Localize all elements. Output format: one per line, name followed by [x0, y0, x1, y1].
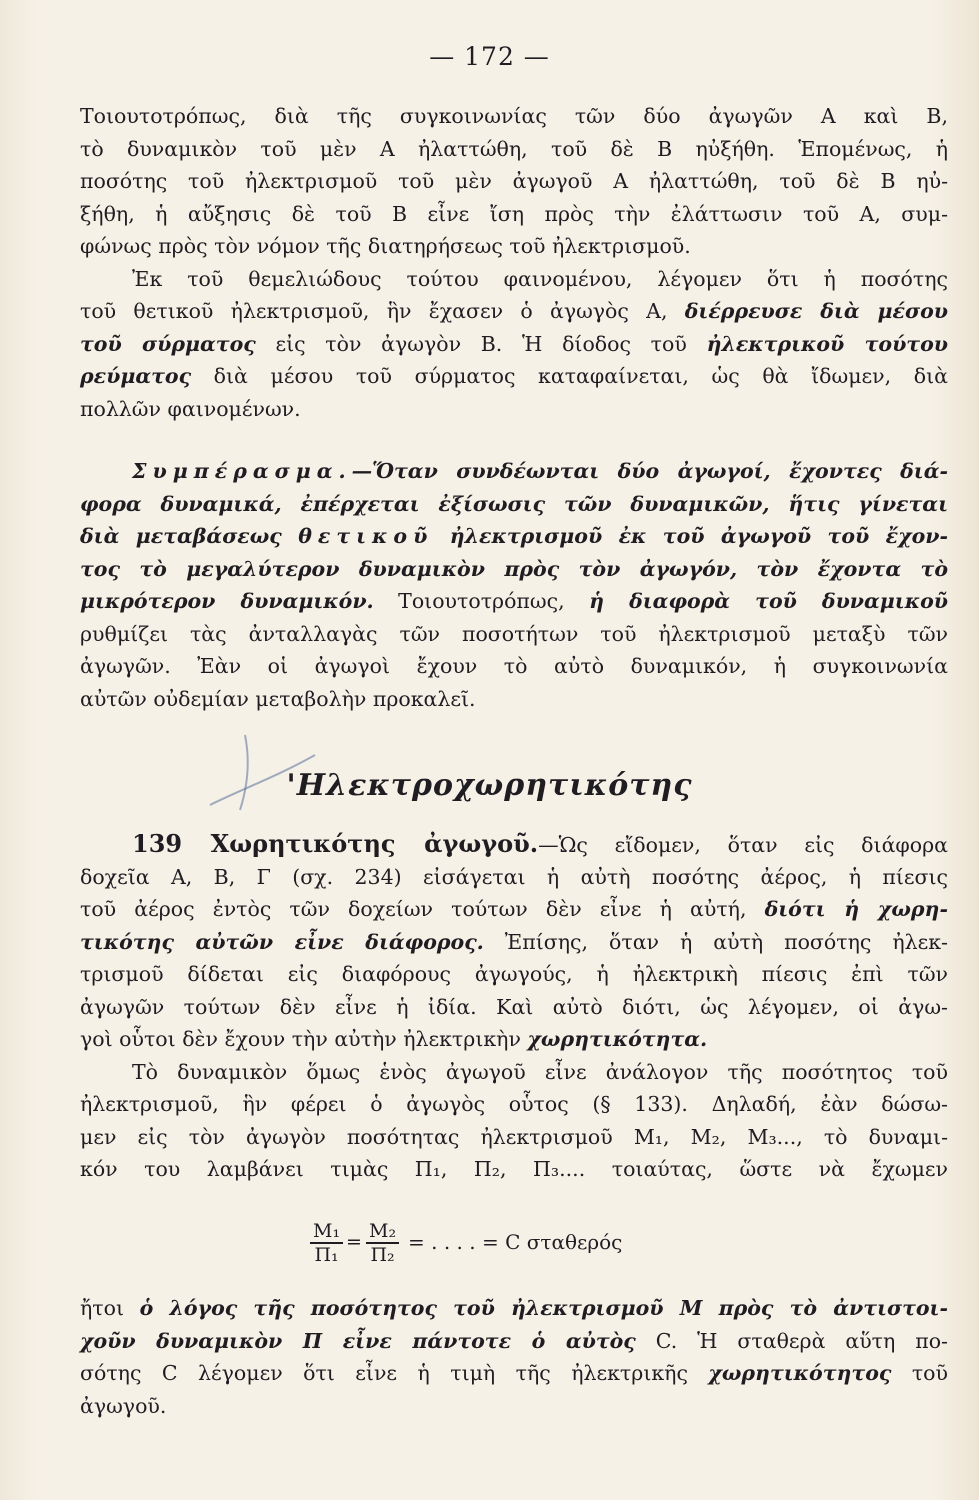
text-line: ἠλεκτρισμοῦ, ἣν φέρει ὁ ἀγωγὸς οὗτος (§ 133). Δηλαδή, ἐὰν δώσω-	[80, 1092, 948, 1116]
emphasis: ἠλεκτρικοῦ τούτου	[706, 331, 948, 356]
text-line: γοὶ οὗτοι δὲν ἔχουν τὴν αὐτὴν ἠλεκτρικὴν χωρητικότητα.	[80, 1027, 708, 1051]
text-line: πολλῶν φαινομένων.	[80, 396, 301, 421]
text-line: Τὸ δυναμικὸν ὅμως ἑνὸς ἀγωγοῦ εἶνε ἀνάλογον τῆς ποσότητος τοῦ	[132, 1059, 948, 1084]
text-line: ρυθμίζει τὰς ἀνταλλαγὰς τῶν ποσοτήτων τοῦ ἠλεκτρισμοῦ μεταξὺ τῶν	[80, 621, 948, 646]
text-line: ἀγωγῶν τούτων δὲν εἶνε ἡ ἰδία. Καὶ αὐτὸ διότι, ὡς λέγομεν, οἱ ἀγω-	[80, 994, 948, 1019]
text-line: τὸ δυναμικὸν τοῦ μὲν Α ἠλαττώθη, τοῦ δὲ Β ηὐξήθη. Ἑπομένως, ἡ	[80, 136, 948, 161]
emphasis: διέρρευσε διὰ μέσου	[684, 299, 948, 323]
emphasis: ρεύματος	[80, 364, 192, 388]
text-line: τος τὸ μεγαλύτερον δυναμικὸν πρὸς τὸν ἀγωγόν, τὸν ἔχοντα τὸ	[80, 556, 948, 581]
text-line: ξήθη, ἡ αὔξησις δὲ τοῦ Β εἶνε ἴση πρὸς τὴν ἐλάττωσιν τοῦ Α, συμ-	[80, 201, 948, 226]
text-line: τοῦ ἀέρος ἐντὸς τῶν δοχείων τούτων δὲν εἶνε ἡ αὐτή, διότι ἡ χωρη-	[80, 897, 948, 921]
text-line: Συμπέρασμα.—Ὅταν συνδέωνται δύο ἀγωγοί, ἔχοντες διά-	[132, 459, 948, 483]
text-line: κόν του λαμβάνει τιμὰς Π₁, Π₂, Π₃.... τοιαύτας, ὥστε νὰ ἔχωμεν	[80, 1157, 948, 1181]
section-heading: 'Ηλεκτροχωρητικότης	[286, 768, 693, 803]
page-number: — 172 —	[429, 42, 550, 71]
text-line: Ἐκ τοῦ θεμελιώδους τούτου φαινομένου, λέγομεν ὅτι ἡ ποσότης	[132, 266, 948, 291]
body-text	[80, 100, 948, 425]
text-line: ποσότης τοῦ ἠλεκτρισμοῦ τοῦ μὲν ἀγωγοῦ Α ἠλαττώθη, τοῦ δὲ Β ηὐ-	[80, 169, 948, 193]
text-line: διὰ μεταβάσεως θετικοῦ ἠλεκτρισμοῦ ἐκ τοῦ ἀγωγοῦ τοῦ ἔχον-	[80, 524, 948, 548]
equals-sign: =	[346, 1231, 362, 1253]
text-line: χοῦν δυναμικὸν Π εἶνε πάντοτε ὁ αὐτὸς C. Ἡ σταθερὰ αὕτη πο-	[80, 1328, 948, 1353]
text-line: τικότης αὐτῶν εἶνε διάφορος. Ἐπίσης, ὅταν ἡ αὐτὴ ποσότης ἠλεκ-	[80, 929, 948, 954]
section-title: 139 Χωρητικότης ἀγωγοῦ.	[132, 829, 539, 858]
text-line: μικρότερον δυναμικόν. Τοιουτοτρόπως, ἡ διαφορὰ τοῦ δυναμικοῦ	[80, 589, 948, 613]
formula	[310, 1218, 730, 1270]
text-line: ἤτοι ὁ λόγος τῆς ποσότητος τοῦ ἠλεκτρισμοῦ Μ πρὸς τὸ ἀντιστοι-	[80, 1296, 948, 1320]
text-line: σότης C λέγομεν ὅτι εἶνε ἡ τιμὴ τῆς ἠλεκτρικῆς χωρητικότητος τοῦ	[80, 1361, 948, 1385]
text-line: τοῦ σύρματος εἰς τὸν ἀγωγὸν Β. Ἡ δίοδος τοῦ ἠλεκτρικοῦ τούτου	[80, 331, 948, 356]
text-line: ἀγωγῶν. Ἐὰν οἱ ἀγωγοὶ ἔχουν τὸ αὐτὸ δυναμικόν, ἡ συγκοινωνία	[80, 654, 948, 678]
conclusion-ratio	[80, 1292, 948, 1422]
text-line: ἀγωγοῦ.	[80, 1393, 167, 1418]
text-line: φορα δυναμικά, ἐπέρχεται ἐξίσωσις τῶν δυναμικῶν, ἥτις γίνεται	[80, 491, 948, 516]
text-line: τρισμοῦ δίδεται εἰς διαφόρους ἀγωγούς, ἡ ἠλεκτρικὴ πίεσις ἐπὶ τῶν	[80, 962, 948, 986]
text-line: τοῦ θετικοῦ ἠλεκτρισμοῦ, ἣν ἔχασεν ὁ ἀγωγὸς Α, διέρρευσε διὰ μέσου	[80, 299, 948, 323]
text-line: μεν εἰς τὸν ἀγωγὸν ποσότητας ἠλεκτρισμοῦ Μ₁, Μ₂, Μ₃..., τὸ δυναμι-	[80, 1124, 948, 1149]
fraction: $\frac{\text{Μ₂}}{\text{Π₂}}$	[366, 1220, 399, 1266]
emphasis: τοῦ σύρματος	[80, 331, 256, 356]
conclusion-paragraph	[80, 455, 948, 715]
text-line: ρεύματος διὰ μέσου τοῦ σύρματος καταφαίνεται, ὡς θὰ ἴδωμεν, διὰ	[80, 364, 948, 388]
text-line: 139 Χωρητικότης ἀγωγοῦ.—Ὡς εἴδομεν, ὅταν εἰς διάφορα	[132, 829, 948, 858]
capacity-paragraph	[80, 828, 948, 1186]
formula-tail: = . . . . = C σταθερός	[408, 1230, 623, 1254]
conclusion-label: Συμπέρασμα.	[132, 459, 352, 483]
fraction: $\frac{\text{Μ₁}}{\text{Π₁}}$	[310, 1220, 343, 1266]
text-line: Τοιουτοτρόπως, διὰ τῆς συγκοινωνίας τῶν δύο ἀγωγῶν Α καὶ Β,	[80, 104, 948, 128]
text-line: φώνως πρὸς τὸν νόμον τῆς διατηρήσεως τοῦ ἠλεκτρισμοῦ.	[80, 234, 691, 258]
text-line: δοχεῖα Α, Β, Γ (σχ. 234) εἰσάγεται ἡ αὐτὴ ποσότης ἀέρος, ἡ πίεσις	[80, 864, 948, 889]
text-line: αὐτῶν οὐδεμίαν μεταβολὴν προκαλεῖ.	[80, 686, 476, 711]
